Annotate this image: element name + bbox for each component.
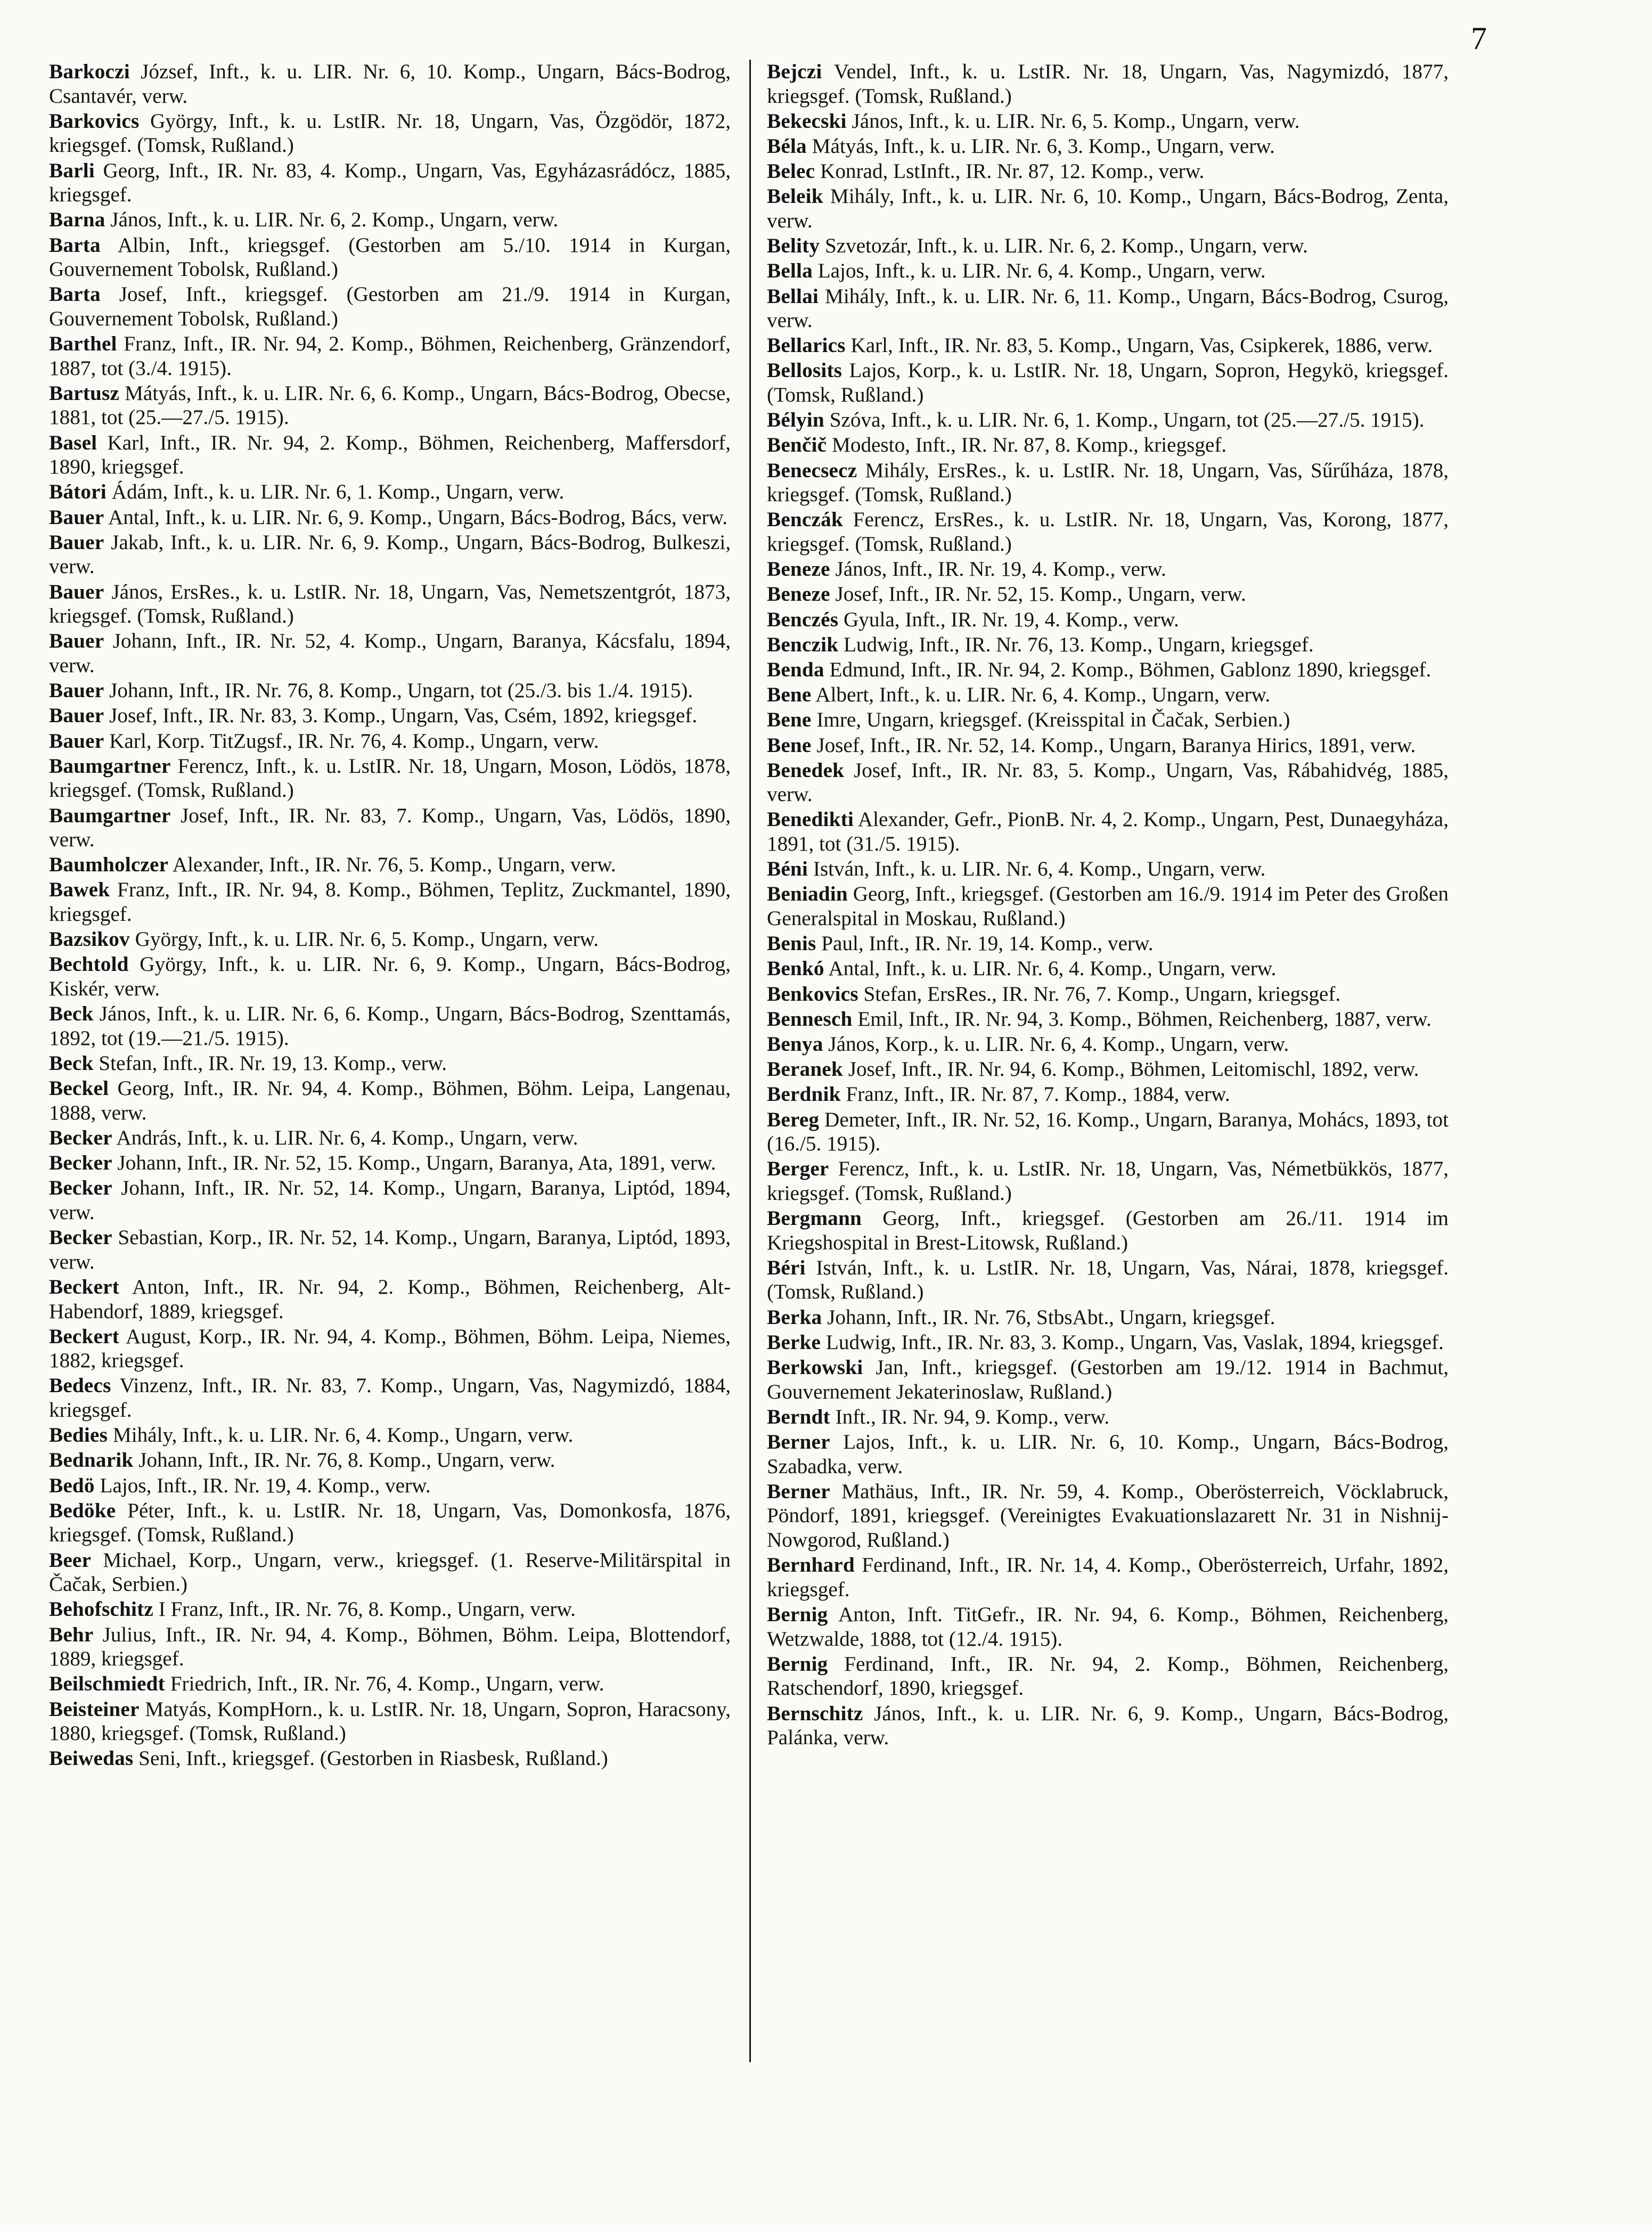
entry-surname: Beckert (49, 1325, 119, 1348)
register-entry (49, 282, 731, 331)
entry-details: Josef, Inft., IR. Nr. 52, 14. Komp., Ungarn, Baranya Hirics, 1891, verw. (816, 733, 1416, 757)
entry-surname: Bellarics (767, 334, 846, 357)
entry-surname: Benya (767, 1032, 823, 1056)
entry-surname: Beilschmiedt (49, 1672, 165, 1696)
entry-details: Johann, Inft., IR. Nr. 52, 15. Komp., Ungarn, Baranya, Ata, 1891, verw. (117, 1151, 716, 1175)
register-entry (49, 729, 731, 754)
entry-surname: Barta (49, 283, 101, 306)
entry-surname: Baumgartner (49, 754, 171, 778)
entry-details: Albert, Inft., k. u. LIR. Nr. 6, 4. Komp., Ungarn, verw. (815, 683, 1271, 707)
entry-surname: Bauer (49, 580, 104, 603)
register-entry (767, 284, 1449, 333)
entry-details: Imre, Ungarn, kriegsgef. (Kreisspital in Čačak, Serbien.) (816, 708, 1290, 732)
register-entry (49, 505, 731, 530)
register-entry (49, 952, 731, 1001)
entry-details: Karl, Inft., IR. Nr. 94, 2. Komp., Böhmen, Reichenberg, Maffersdorf, 1890, kriegsgef. (49, 431, 731, 479)
register-entry (767, 633, 1449, 657)
register-entry (49, 927, 731, 952)
entry-details: Modesto, Inft., IR. Nr. 87, 8. Komp., kriegsgef. (832, 434, 1227, 457)
entry-details: Antal, Inft., k. u. LIR. Nr. 6, 4. Komp., Ungarn, verw. (828, 957, 1277, 980)
column-divider (749, 60, 751, 2062)
entry-details: Stefan, Inft., IR. Nr. 19, 13. Komp., verw. (99, 1052, 447, 1075)
entry-details: Georg, Inft., kriegsgef. (Gestorben am 16./9. 1914 im Peter des Großen Generalspital in Moskau, Rußland.) (767, 882, 1449, 930)
entry-details: István, Inft., k. u. LIR. Nr. 6, 4. Komp., Ungarn, verw. (813, 857, 1266, 881)
register-entry (767, 134, 1449, 159)
entry-surname: Berka (767, 1305, 822, 1329)
entry-details: György, Inft., k. u. LIR. Nr. 6, 5. Komp., Ungarn, verw. (135, 928, 599, 951)
entry-details: Johann, Inft., IR. Nr. 76, StbsAbt., Ungarn, kriegsgef. (827, 1305, 1275, 1329)
register-entry (49, 1126, 731, 1150)
register-entry (49, 1225, 731, 1274)
entry-details: Mihály, Inft., k. u. LIR. Nr. 6, 11. Komp., Ungarn, Bács-Bodrog, Csurog, verw. (767, 284, 1449, 332)
entry-details: Antal, Inft., k. u. LIR. Nr. 6, 9. Komp., Ungarn, Bács-Bodrog, Bács, verw. (108, 505, 728, 529)
entry-surname: Barkoczi (49, 60, 130, 83)
entry-details: Josef, Inft., IR. Nr. 83, 7. Komp., Ungarn, Vas, Lödös, 1890, verw. (49, 804, 731, 852)
entry-surname: Benčič (767, 434, 827, 457)
register-entry (767, 1355, 1449, 1404)
register-entry (767, 1430, 1449, 1478)
entry-details: János, Inft., k. u. LIR. Nr. 6, 5. Komp., Ungarn, verw. (852, 109, 1300, 133)
entry-surname: Bedies (49, 1424, 108, 1447)
entry-surname: Béri (767, 1256, 806, 1279)
register-entry (49, 1499, 731, 1547)
entry-surname: Bene (767, 733, 812, 757)
entry-surname: Belity (767, 234, 820, 258)
register-entry (767, 433, 1449, 457)
entry-surname: Bauer (49, 530, 104, 554)
entry-details: Lajos, Inft., IR. Nr. 19, 4. Komp., verw. (100, 1474, 431, 1497)
register-entry (767, 184, 1449, 233)
register-entry (767, 1007, 1449, 1032)
entry-surname: Beck (49, 1052, 94, 1075)
register-entry (767, 234, 1449, 258)
register-entry (49, 1423, 731, 1448)
entry-surname: Benkovics (767, 982, 858, 1006)
register-entry (767, 1305, 1449, 1330)
entry-surname: Becker (49, 1151, 112, 1175)
register-entry (49, 1672, 731, 1696)
entry-surname: Beneze (767, 558, 830, 581)
register-entry (767, 1157, 1449, 1205)
entry-surname: Bednarik (49, 1449, 134, 1472)
entry-details: Ludwig, Inft., IR. Nr. 83, 3. Komp., Ungarn, Vas, Vaslak, 1894, kriegsgef. (825, 1330, 1444, 1354)
entry-surname: Becker (49, 1176, 112, 1200)
entry-details: Ádám, Inft., k. u. LIR. Nr. 6, 1. Komp., Ungarn, verw. (111, 480, 565, 504)
entry-details: Ferdinand, Inft., IR. Nr. 94, 2. Komp., Böhmen, Reichenberg, Ratschendorf, 1890, kriegsgef. (767, 1652, 1449, 1700)
entry-details: Vinzenz, Inft., IR. Nr. 83, 7. Komp., Ungarn, Vas, Nagymizdó, 1884, kriegsgef. (49, 1374, 731, 1422)
entry-surname: Benkó (767, 957, 824, 980)
entry-surname: Beleik (767, 185, 823, 208)
entry-surname: Bernig (767, 1603, 828, 1626)
entry-surname: Bergmann (767, 1207, 862, 1230)
entry-details: Karl, Inft., IR. Nr. 83, 5. Komp., Ungarn, Vas, Csipkerek, 1886, verw. (850, 334, 1433, 357)
register-entry (49, 381, 731, 430)
entry-details: Josef, Inft., IR. Nr. 52, 15. Komp., Ungarn, verw. (835, 583, 1246, 606)
entry-surname: Bátori (49, 480, 107, 504)
register-entry (767, 882, 1449, 930)
register-entry (767, 582, 1449, 607)
entry-surname: Beneze (767, 583, 830, 606)
entry-details: Edmund, Inft., IR. Nr. 94, 2. Komp., Böhmen, Gablonz 1890, kriegsgef. (829, 658, 1432, 681)
register-entry (49, 1697, 731, 1746)
entry-surname: Baumholczer (49, 853, 169, 877)
register-entry (767, 557, 1449, 582)
entry-details: Georg, Inft., IR. Nr. 83, 4. Komp., Ungarn, Vas, Egyházasrádócz, 1885, kriegsgef. (49, 159, 731, 207)
register-entry (49, 530, 731, 579)
entry-details: Johann, Inft., IR. Nr. 76, 8. Komp., Ungarn, tot (25./3. bis 1./4. 1915). (109, 679, 693, 702)
entry-details: Jan, Inft., kriegsgef. (Gestorben am 19./12. 1914 in Bachmut, Gouvernement Jekaterinoslaw, Rußland.) (767, 1356, 1449, 1403)
register-entry (49, 1374, 731, 1422)
register-entry (49, 1325, 731, 1373)
entry-details: Péter, Inft., k. u. LstIR. Nr. 18, Ungarn, Vas, Domonkosfa, 1876, kriegsgef. (Tomsk, Rußland.) (49, 1499, 731, 1547)
register-entry (49, 704, 731, 728)
register-entry (767, 1057, 1449, 1082)
entry-surname: Bene (767, 683, 812, 707)
register-entry (49, 853, 731, 877)
register-entry (49, 109, 731, 158)
entry-details: Mathäus, Inft., IR. Nr. 59, 4. Komp., Oberösterreich, Vöcklabruck, Pöndorf, 1891, kriegsgef. (Vereinigtes Evakuationslazarett Nr. 31 in Nishnij-Nowgorod, Rußland.) (767, 1480, 1449, 1551)
register-entry (767, 931, 1449, 956)
entry-details: Ferdinand, Inft., IR. Nr. 14, 4. Komp., Oberösterreich, Urfahr, 1892, kriegsgef. (767, 1554, 1449, 1601)
entry-surname: Berger (767, 1157, 829, 1181)
entry-surname: Bene (767, 708, 812, 732)
register-entry (49, 1548, 731, 1597)
entry-details: Szóva, Inft., k. u. LIR. Nr. 6, 1. Komp., Ungarn, tot (25.—27./5. 1915). (829, 408, 1425, 432)
register-entry (767, 1108, 1449, 1156)
entry-surname: Benis (767, 932, 816, 955)
entry-details: András, Inft., k. u. LIR. Nr. 6, 4. Komp., Ungarn, verw. (116, 1126, 578, 1149)
entry-details: Franz, Inft., IR. Nr. 87, 7. Komp., 1884, verw. (846, 1083, 1230, 1106)
register-entry (767, 1032, 1449, 1057)
entry-surname: Béla (767, 134, 807, 158)
page-number: 7 (1471, 21, 1487, 56)
entry-details: Mátyás, Inft., k. u. LIR. Nr. 6, 6. Komp., Ungarn, Bács-Bodrog, Obecse, 1881, tot (25.—27./5. 1915). (49, 381, 731, 429)
entry-surname: Barkovics (49, 109, 140, 133)
entry-surname: Becker (49, 1226, 112, 1249)
entry-details: Josef, Inft., kriegsgef. (Gestorben am 21./9. 1914 in Kurgan, Gouvernement Tobolsk, Rußland.) (49, 283, 731, 330)
right-column (767, 60, 1449, 1751)
entry-surname: Béni (767, 857, 808, 881)
entry-surname: Bedecs (49, 1374, 111, 1398)
entry-details: Demeter, Inft., IR. Nr. 52, 16. Komp., Ungarn, Baranya, Mohács, 1893, tot (16./5. 1915). (767, 1108, 1449, 1156)
register-entry (767, 1256, 1449, 1304)
register-entry (49, 878, 731, 926)
register-entry (767, 1702, 1449, 1750)
entry-details: Stefan, ErsRes., IR. Nr. 76, 7. Komp., Ungarn, kriegsgef. (863, 982, 1341, 1006)
register-entry (49, 60, 731, 108)
register-entry (767, 333, 1449, 358)
entry-details: Josef, Inft., IR. Nr. 83, 5. Komp., Ungarn, Vas, Rábahidvég, 1885, verw. (767, 758, 1449, 806)
entry-details: Lajos, Inft., k. u. LIR. Nr. 6, 4. Komp., Ungarn, verw. (817, 259, 1266, 283)
entry-details: Alexander, Inft., IR. Nr. 76, 5. Komp., Ungarn, verw. (172, 853, 616, 877)
entry-details: Gyula, Inft., IR. Nr. 19, 4. Komp., verw. (843, 608, 1179, 631)
entry-surname: Bernig (767, 1652, 828, 1676)
entry-details: Vendel, Inft., k. u. LstIR. Nr. 18, Ungarn, Vas, Nagymizdó, 1877, kriegsgef. (Tomsk, Rußland.) (767, 60, 1449, 108)
register-entry (49, 480, 731, 504)
register-entry (767, 459, 1449, 507)
register-entry (49, 1002, 731, 1050)
entry-surname: Barli (49, 159, 95, 182)
register-entry (49, 1448, 731, 1473)
entry-details: Karl, Korp. TitZugsf., IR. Nr. 76, 4. Komp., Ungarn, verw. (109, 729, 599, 753)
entry-details: I Franz, Inft., IR. Nr. 76, 8. Komp., Ungarn, verw. (158, 1598, 576, 1621)
entry-details: Johann, Inft., IR. Nr. 76, 8. Komp., Ungarn, verw. (138, 1449, 555, 1472)
entry-details: Franz, Inft., IR. Nr. 94, 2. Komp., Böhmen, Reichenberg, Gränzendorf, 1887, tot (3./4. 1915). (49, 332, 731, 380)
register-entry (767, 1652, 1449, 1701)
entry-surname: Beniadin (767, 882, 848, 906)
entry-surname: Barta (49, 233, 101, 257)
register-entry (49, 1275, 731, 1323)
register-entry (767, 733, 1449, 758)
entry-surname: Beisteiner (49, 1697, 140, 1721)
entry-surname: Bellosits (767, 359, 843, 382)
entry-surname: Beck (49, 1002, 94, 1026)
entry-details: Mátyás, Inft., k. u. LIR. Nr. 6, 3. Komp., Ungarn, verw. (812, 134, 1275, 158)
entry-surname: Belec (767, 160, 815, 183)
register-entry (767, 708, 1449, 732)
entry-surname: Bechtold (49, 953, 129, 976)
entry-details: Emil, Inft., IR. Nr. 94, 3. Komp., Böhmen, Reichenberg, 1887, verw. (857, 1007, 1432, 1031)
entry-details: Johann, Inft., IR. Nr. 52, 14. Komp., Ungarn, Baranya, Liptód, 1894, verw. (49, 1176, 731, 1224)
entry-surname: Berner (767, 1480, 830, 1503)
entry-surname: Benda (767, 658, 824, 681)
register-entry (49, 1176, 731, 1224)
register-entry (767, 758, 1449, 807)
register-entry (767, 109, 1449, 134)
entry-surname: Bauer (49, 704, 104, 728)
register-entry (767, 807, 1449, 856)
entry-details: Julius, Inft., IR. Nr. 94, 4. Komp., Böhmen, Böhm. Leipa, Blottendorf, 1889, kriegsgef. (49, 1623, 731, 1671)
entry-details: Johann, Inft., IR. Nr. 52, 4. Komp., Ungarn, Baranya, Kácsfalu, 1894, verw. (49, 630, 731, 677)
entry-surname: Bauer (49, 505, 104, 529)
entry-details: Lajos, Inft., k. u. LIR. Nr. 6, 10. Komp., Ungarn, Bács-Bodrog, Szabadka, verw. (767, 1431, 1449, 1478)
register-entry (49, 679, 731, 703)
entry-details: Sebastian, Korp., IR. Nr. 52, 14. Komp., Ungarn, Baranya, Liptód, 1893, verw. (49, 1226, 731, 1273)
register-entry (767, 1603, 1449, 1651)
register-entry (49, 629, 731, 677)
entry-details: Michael, Korp., Ungarn, verw., kriegsgef. (1. Reserve-Militärspital in Čačak, Serbien.) (49, 1548, 731, 1596)
entry-surname: Behofschitz (49, 1598, 153, 1621)
register-entry (49, 804, 731, 852)
entry-surname: Barthel (49, 332, 117, 356)
entry-surname: Beckel (49, 1077, 109, 1100)
register-entry (49, 332, 731, 380)
entry-details: Josef, Inft., IR. Nr. 83, 3. Komp., Ungarn, Vas, Csém, 1892, kriegsgef. (109, 704, 698, 728)
entry-details: János, Inft., k. u. LIR. Nr. 6, 6. Komp., Ungarn, Bács-Bodrog, Szenttamás, 1892, tot (19.—21./5. 1915). (49, 1002, 731, 1050)
register-entry (49, 1597, 731, 1622)
entry-details: Mihály, Inft., k. u. LIR. Nr. 6, 4. Komp., Ungarn, verw. (112, 1424, 574, 1447)
register-entry (767, 508, 1449, 556)
register-entry (767, 658, 1449, 682)
entry-surname: Berkowski (767, 1356, 863, 1379)
left-column (49, 60, 731, 1772)
entry-details: István, Inft., k. u. LstIR. Nr. 18, Ungarn, Vas, Nárai, 1878, kriegsgef. (Tomsk, Rußland.) (767, 1256, 1449, 1304)
register-entry (49, 1051, 731, 1076)
register-entry (767, 1480, 1449, 1552)
register-entry (767, 957, 1449, 981)
register-entry (767, 608, 1449, 632)
entry-surname: Benecsecz (767, 459, 857, 482)
register-entry (767, 1405, 1449, 1429)
entry-details: Georg, Inft., kriegsgef. (Gestorben am 26./11. 1914 im Kriegshospital in Brest-Litowsk, Rußland.) (767, 1207, 1449, 1254)
entry-details: Albin, Inft., kriegsgef. (Gestorben am 5./10. 1914 in Kurgan, Gouvernement Tobolsk, Rußland.) (49, 233, 731, 281)
register-entry (49, 233, 731, 282)
register-entry (767, 1082, 1449, 1107)
entry-surname: Bereg (767, 1108, 820, 1131)
entry-details: Ferencz, Inft., k. u. LstIR. Nr. 18, Ungarn, Vas, Németbükkös, 1877, kriegsgef. (Tomsk, Rußland.) (767, 1157, 1449, 1205)
register-entry (767, 1553, 1449, 1601)
register-entry (49, 431, 731, 479)
entry-details: György, Inft., k. u. LstIR. Nr. 18, Ungarn, Vas, Özgödör, 1872, kriegsgef. (Tomsk, Rußland.) (49, 109, 731, 157)
entry-details: János, ErsRes., k. u. LstIR. Nr. 18, Ungarn, Vas, Nemetszentgrót, 1873, kriegsgef. (Tomsk, Rußland.) (49, 580, 731, 628)
register-entry (49, 159, 731, 207)
entry-surname: Bellai (767, 284, 819, 308)
register-entry (767, 857, 1449, 881)
entry-surname: Bedö (49, 1474, 95, 1497)
entry-details: August, Korp., IR. Nr. 94, 4. Komp., Böhmen, Böhm. Leipa, Niemes, 1882, kriegsgef. (49, 1325, 731, 1372)
entry-surname: Bedöke (49, 1499, 116, 1522)
register-entry (767, 1330, 1449, 1355)
entry-details: Anton, Inft. TitGefr., IR. Nr. 94, 6. Komp., Böhmen, Reichenberg, Wetzwalde, 1888, tot (12./4. 1915). (767, 1603, 1449, 1650)
entry-details: Konrad, LstInft., IR. Nr. 87, 12. Komp., verw. (820, 160, 1205, 183)
entry-details: János, Inft., k. u. LIR. Nr. 6, 9. Komp., Ungarn, Bács-Bodrog, Palánka, verw. (767, 1702, 1449, 1750)
entry-details: Ludwig, Inft., IR. Nr. 76, 13. Komp., Ungarn, kriegsgef. (844, 633, 1314, 656)
entry-surname: Beranek (767, 1058, 843, 1081)
entry-details: Szvetozár, Inft., k. u. LIR. Nr. 6, 2. Komp., Ungarn, verw. (824, 234, 1308, 258)
entry-surname: Behr (49, 1623, 94, 1646)
entry-surname: Bejczi (767, 60, 822, 83)
entry-details: Mihály, ErsRes., k. u. LstIR. Nr. 18, Ungarn, Vas, Sűrűháza, 1878, kriegsgef. (Tomsk, Rußland.) (767, 459, 1449, 506)
entry-details: János, Inft., k. u. LIR. Nr. 6, 2. Komp., Ungarn, verw. (110, 208, 559, 232)
register-entry (767, 683, 1449, 707)
entry-details: Georg, Inft., IR. Nr. 94, 4. Komp., Böhmen, Böhm. Leipa, Langenau, 1888, verw. (49, 1077, 731, 1124)
entry-surname: Beer (49, 1548, 92, 1572)
entry-surname: Berner (767, 1431, 830, 1453)
entry-details: Inft., IR. Nr. 94, 9. Komp., verw. (835, 1405, 1110, 1428)
entry-surname: Benczák (767, 508, 843, 532)
entry-surname: Benczés (767, 608, 839, 631)
register-entry (49, 580, 731, 628)
entry-surname: Bélyin (767, 408, 824, 432)
entry-details: Ferencz, ErsRes., k. u. LstIR. Nr. 18, Ungarn, Vas, Korong, 1877, kriegsgef. (Tomsk, Rußland.) (767, 508, 1449, 555)
entry-details: Lajos, Korp., k. u. LstIR. Nr. 18, Ungarn, Sopron, Hegykö, kriegsgef. (Tomsk, Rußland.) (767, 359, 1449, 407)
entry-surname: Benedikti (767, 808, 854, 831)
entry-surname: Bennesch (767, 1007, 853, 1031)
register-entry (767, 259, 1449, 283)
register-entry (49, 1623, 731, 1671)
register-entry (767, 1206, 1449, 1255)
entry-surname: Bella (767, 259, 813, 283)
entry-details: Anton, Inft., IR. Nr. 94, 2. Komp., Böhmen, Reichenberg, Alt-Habendorf, 1889, kriegsgef. (49, 1275, 731, 1323)
entry-details: Ferencz, Inft., k. u. LstIR. Nr. 18, Ungarn, Moson, Lödös, 1878, kriegsgef. (Tomsk, Rußland.) (49, 754, 731, 802)
entry-surname: Benedek (767, 758, 845, 782)
entry-surname: Becker (49, 1126, 112, 1149)
entry-details: Matyás, KompHorn., k. u. LstIR. Nr. 18, Ungarn, Sopron, Haracsony, 1880, kriegsgef. (Tomsk, Rußland.) (49, 1697, 731, 1745)
entry-surname: Bernhard (767, 1554, 855, 1577)
entry-surname: Beiwedas (49, 1747, 134, 1770)
entry-details: József, Inft., k. u. LIR. Nr. 6, 10. Komp., Ungarn, Bács-Bodrog, Csantavér, verw. (49, 60, 731, 108)
entry-surname: Bazsikov (49, 928, 130, 951)
register-entry (49, 1746, 731, 1771)
entry-surname: Berdnik (767, 1083, 841, 1106)
entry-surname: Berke (767, 1330, 821, 1354)
entry-surname: Bauer (49, 630, 104, 653)
register-entry (49, 1151, 731, 1175)
entry-surname: Bauer (49, 729, 104, 753)
entry-details: Friedrich, Inft., IR. Nr. 76, 4. Komp., Ungarn, verw. (170, 1672, 604, 1696)
entry-details: Josef, Inft., IR. Nr. 94, 6. Komp., Böhmen, Leitomischl, 1892, verw. (848, 1058, 1419, 1081)
entry-details: Jakab, Inft., k. u. LIR. Nr. 6, 9. Komp., Ungarn, Bács-Bodrog, Bulkeszi, verw. (49, 530, 731, 578)
register-entry (767, 408, 1449, 432)
entry-details: Paul, Inft., IR. Nr. 19, 14. Komp., verw. (821, 932, 1154, 955)
entry-details: Seni, Inft., kriegsgef. (Gestorben in Riasbesk, Rußland.) (138, 1747, 608, 1770)
entry-details: Alexander, Gefr., PionB. Nr. 4, 2. Komp., Ungarn, Pest, Dunaegyháza, 1891, tot (31./5. 1915). (767, 808, 1449, 856)
entry-surname: Bekecski (767, 109, 847, 133)
entry-surname: Bartusz (49, 381, 120, 405)
register-entry (767, 982, 1449, 1007)
register-entry (49, 1076, 731, 1125)
entry-details: János, Inft., IR. Nr. 19, 4. Komp., verw. (835, 558, 1166, 581)
entry-surname: Basel (49, 431, 97, 454)
register-entry (767, 358, 1449, 407)
entry-surname: Bawek (49, 878, 110, 902)
entry-surname: Bernschitz (767, 1702, 863, 1725)
register-entry (49, 754, 731, 803)
entry-details: György, Inft., k. u. LIR. Nr. 6, 9. Komp., Ungarn, Bács-Bodrog, Kiskér, verw. (49, 953, 731, 1001)
register-entry (767, 60, 1449, 108)
entry-surname: Benczik (767, 633, 839, 656)
entry-details: János, Korp., k. u. LIR. Nr. 6, 4. Komp., Ungarn, verw. (828, 1032, 1289, 1056)
entry-surname: Beckert (49, 1275, 119, 1298)
register-entry (49, 1474, 731, 1498)
entry-surname: Bauer (49, 679, 104, 702)
entry-details: Mihály, Inft., k. u. LIR. Nr. 6, 10. Komp., Ungarn, Bács-Bodrog, Zenta, verw. (767, 185, 1449, 232)
register-entry (767, 159, 1449, 184)
entry-surname: Berndt (767, 1405, 830, 1428)
entry-surname: Barna (49, 208, 105, 232)
entry-surname: Baumgartner (49, 804, 171, 827)
entry-details: Franz, Inft., IR. Nr. 94, 8. Komp., Böhmen, Teplitz, Zuckmantel, 1890, kriegsgef. (49, 878, 731, 926)
register-entry (49, 208, 731, 232)
